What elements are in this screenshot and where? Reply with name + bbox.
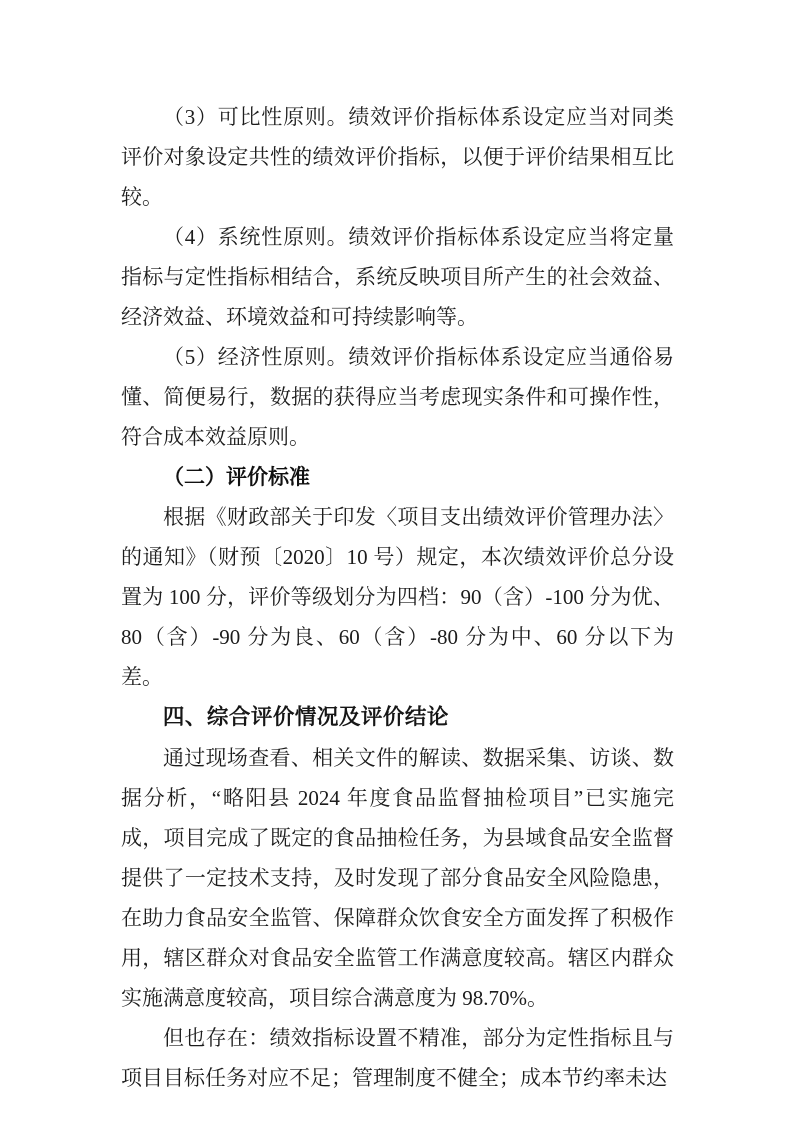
paragraph-principle-economy: （5）经济性原则。绩效评价指标体系设定应当通俗易懂、简便易行，数据的获得应当考虑现实条件和可操作性，符合成本效益原则。 — [121, 345, 674, 449]
paragraph-principle-comparability: （3）可比性原则。绩效评价指标体系设定应当对同类评价对象设定共性的绩效评价指标，以便于评价结果相互比较。 — [121, 105, 674, 209]
heading-comprehensive-evaluation: 四、综合评价情况及评价结论 — [162, 705, 449, 729]
paragraph-existing-problems: 但也存在：绩效指标设置不精准，部分为定性指标且与项目目标任务对应不足；管理制度不健全；成本节约率未达 — [121, 1026, 674, 1090]
heading-evaluation-standard: （二）评价标准 — [163, 465, 310, 489]
paragraph-scoring-rules: 根据《财政部关于印发〈项目支出绩效评价管理办法〉的通知》（财预〔2020〕10 号）规定，本次绩效评价总分设置为 100 分，评价等级划分为四档：90（含）-100 分为优、80（含）-90 分为良、60（含）-80 分为中、60 分以下为差。 — [121, 505, 674, 689]
paragraph-evaluation-conclusion: 通过现场查看、相关文件的解读、数据采集、访谈、数据分析，“略阳县 2024 年度食品监督抽检项目”已实施完成，项目完成了既定的食品抽检任务，为县域食品安全监督提供了一定技术支持，及时发现了部分食品安全风险隐患，在助力食品安全监管、保障群众饮食安全方面发挥了积极作用，辖区群众对食品安全监管工作满意度较高。辖区内群众实施满意度较高，项目综合满意度为 98.70%。 — [121, 746, 674, 1010]
paragraph-principle-systematic: （4）系统性原则。绩效评价指标体系设定应当将定量指标与定性指标相结合，系统反映项目所产生的社会效益、经济效益、环境效益和可持续影响等。 — [121, 225, 674, 329]
text-body — [121, 97, 674, 1098]
